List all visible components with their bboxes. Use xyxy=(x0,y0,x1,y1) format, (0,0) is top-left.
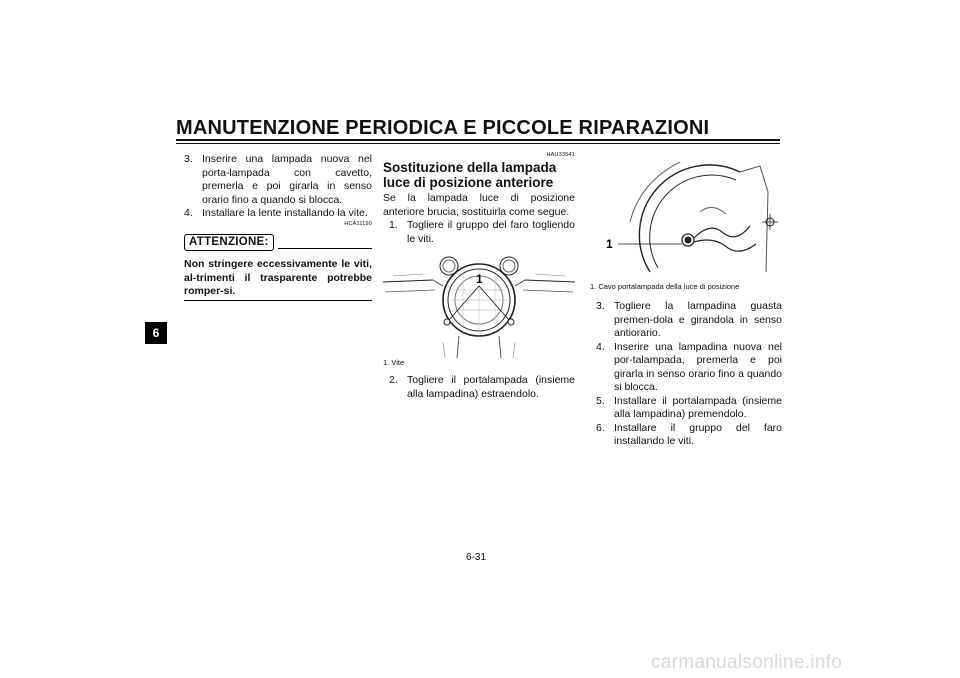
step-number: 2. xyxy=(389,374,398,386)
figure-caption: 1. Cavo portalampada della luce di posizione xyxy=(590,282,740,291)
attention-rule xyxy=(278,248,372,249)
attention-header xyxy=(184,234,372,252)
header-rule-thin xyxy=(176,143,780,144)
figure-label: 1 xyxy=(476,272,483,286)
step-number: 3. xyxy=(184,153,193,165)
section-heading: Sostituzione della lampada luce di posizione anteriore xyxy=(383,160,557,190)
step-text: Togliere la lampadina guasta premen-dola e girandola in senso antiorario. xyxy=(614,300,782,339)
step-6 xyxy=(596,422,782,449)
step-2 xyxy=(383,374,575,401)
section-code: HCA11190 xyxy=(344,220,372,227)
warning-end-rule xyxy=(184,300,372,302)
warning-text: Non stringere eccessivamente le viti, al-trimenti il trasparente potrebbe romper-si. xyxy=(184,258,372,297)
intro-text: Se la lampada luce di posizione anteriore brucia, sostituirla come segue. xyxy=(383,192,575,218)
step-text: Installare la lente installando la vite. xyxy=(202,207,368,219)
column-3 xyxy=(590,152,782,449)
section-code: HAU33541 xyxy=(546,152,575,158)
attention-label: ATTENZIONE: xyxy=(184,234,274,252)
step-1 xyxy=(383,219,575,246)
bulb-holder-figure xyxy=(590,152,782,280)
header-rule xyxy=(176,139,780,141)
step-3 xyxy=(596,300,782,341)
column-2 xyxy=(383,152,575,401)
step-4 xyxy=(596,341,782,395)
figure-label: 1 xyxy=(606,237,613,251)
steps-list xyxy=(590,300,782,449)
page-title: MANUTENZIONE PERIODICA E PICCOLE RIPARAZIONI xyxy=(176,117,710,139)
step-text: Installare il gruppo del faro installando le viti. xyxy=(614,421,782,447)
step-number: 5. xyxy=(596,394,605,407)
step-text: Inserire una lampada nuova nel porta-lampada con cavetto, premerla e poi girarla in senso orario fino a quando si blocca. xyxy=(202,153,372,206)
step-3 xyxy=(184,153,372,207)
watermark: carmanualsonline.info xyxy=(651,652,843,673)
chapter-tab: 6 xyxy=(145,322,167,344)
column-1 xyxy=(184,153,372,301)
step-4 xyxy=(184,207,372,221)
page-number: 6-31 xyxy=(466,552,487,563)
step-text: Installare il portalampada (insieme alla lampadina) premendolo. xyxy=(614,394,782,420)
step-number: 3. xyxy=(596,300,605,312)
step-text: Togliere il gruppo del faro togliendo le viti. xyxy=(407,219,575,245)
figure-caption: 1. Vite xyxy=(383,358,405,367)
step-5 xyxy=(596,395,782,422)
step-number: 1. xyxy=(389,219,398,231)
step-text: Togliere il portalampada (insieme alla lampadina) estraendolo. xyxy=(407,374,575,400)
step-number: 6. xyxy=(596,421,605,434)
step-number: 4. xyxy=(184,207,193,219)
headlight-figure xyxy=(383,246,575,358)
step-number: 4. xyxy=(596,340,605,353)
step-text: Inserire una lampadina nuova nel por-talampada, premerla e poi girarla in senso orario fino a quando si blocca. xyxy=(614,340,782,393)
